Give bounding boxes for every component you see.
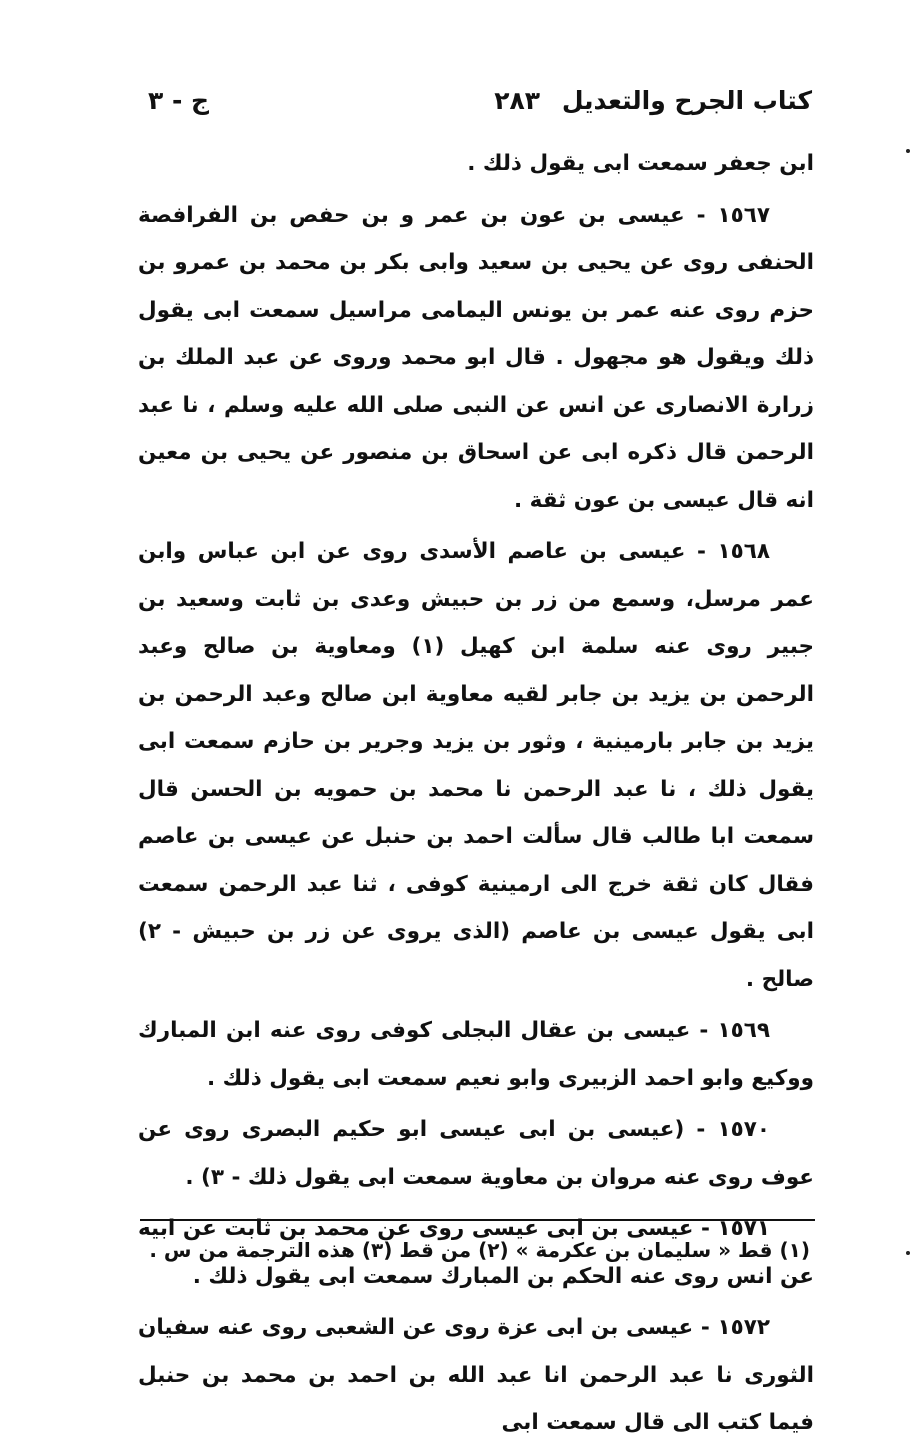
continuation-line: ابن جعفر سمعت ابى يقول ذلك . xyxy=(467,151,814,176)
margin-speck xyxy=(906,1251,910,1255)
entry-1569: ١٥٦٩ - عيسى بن عقال البجلى كوفى روى عنه ابن المبارك ووكيع وابو احمد الزبيرى وابو نعيم سمعت ابى يقول ذلك . xyxy=(138,1018,814,1091)
entry-1571: ١٥٧١ - عيسى بن ابى عيسى روى عن محمد بن ثابت عن ابيه عن انس روى عنه الحكم بن المبارك سمعت ابى يقول ذلك . xyxy=(138,1216,814,1289)
volume-number: ج - ٣ xyxy=(148,86,210,115)
margin-speck xyxy=(906,149,910,153)
entry-1570: ١٥٧٠ - (عيسى بن ابى عيسى ابو حكيم البصرى روى عن عوف روى عنه مروان بن معاوية سمعت ابى يقول ذلك - ٣) . xyxy=(138,1117,814,1190)
page-header xyxy=(140,86,812,126)
footnote-divider xyxy=(140,1219,815,1221)
book-title: كتاب الجرح والتعديل xyxy=(561,86,812,115)
entry-1567: ١٥٦٧ - عيسى بن عون بن عمر و بن حفص بن الفرافصة الحنفى روى عن يحيى بن سعيد وابى بكر بن محمد بن عمرو بن حزم روى عنه عمر بن يونس اليمامى مراسيل سمعت ابى يقول ذلك ويقول هو مجهول . قال ابو محمد وروى عن عبد الملك بن زرارة الانصارى عن انس عن النبى صلى الله عليه وسلم ، نا عبد الرحمن قال ذكره ابى عن اسحاق بن منصور عن يحيى بن معين انه قال عيسى بن عون ثقة . xyxy=(138,202,814,513)
page-number: ٢٨٣ xyxy=(494,86,540,115)
entry-1572: ١٥٧٢ - عيسى بن ابى عزة روى عن الشعبى روى عنه سفيان الثورى نا عبد الرحمن انا عبد الله بن احمد بن محمد بن حنبل فيما كتب الى قال سمعت ابى xyxy=(138,1315,814,1435)
footnotes: (١) قط « سليمان بن عكرمة » (٢) من قط (٣) هذه الترجمة من س . xyxy=(149,1238,810,1262)
entry-1568: ١٥٦٨ - عيسى بن عاصم الأسدى روى عن ابن عباس وابن عمر مرسل، وسمع من زر بن حبيش وعدى بن ثابت وسعيد بن جبير روى عنه سلمة ابن كهيل (١) ومعاوية بن صالح وعبد الرحمن بن يزيد بن جابر لقيه معاوية ابن صالح وعبد الرحمن بن يزيد بن جابر بارمينية ، وثور بن يزيد وجرير بن حازم سمعت ابى يقول ذلك ، نا عبد الرحمن نا محمد بن حمويه بن الحسن قال سمعت ابا طالب قال سألت احمد بن حنبل عن عيسى بن عاصم فقال كان ثقة خرج الى ارمينية كوفى ، ثنا عبد الرحمن سمعت ابى يقول عيسى بن عاصم (الذى يروى عن زر بن حبيش - ٢) صالح . xyxy=(138,539,815,992)
